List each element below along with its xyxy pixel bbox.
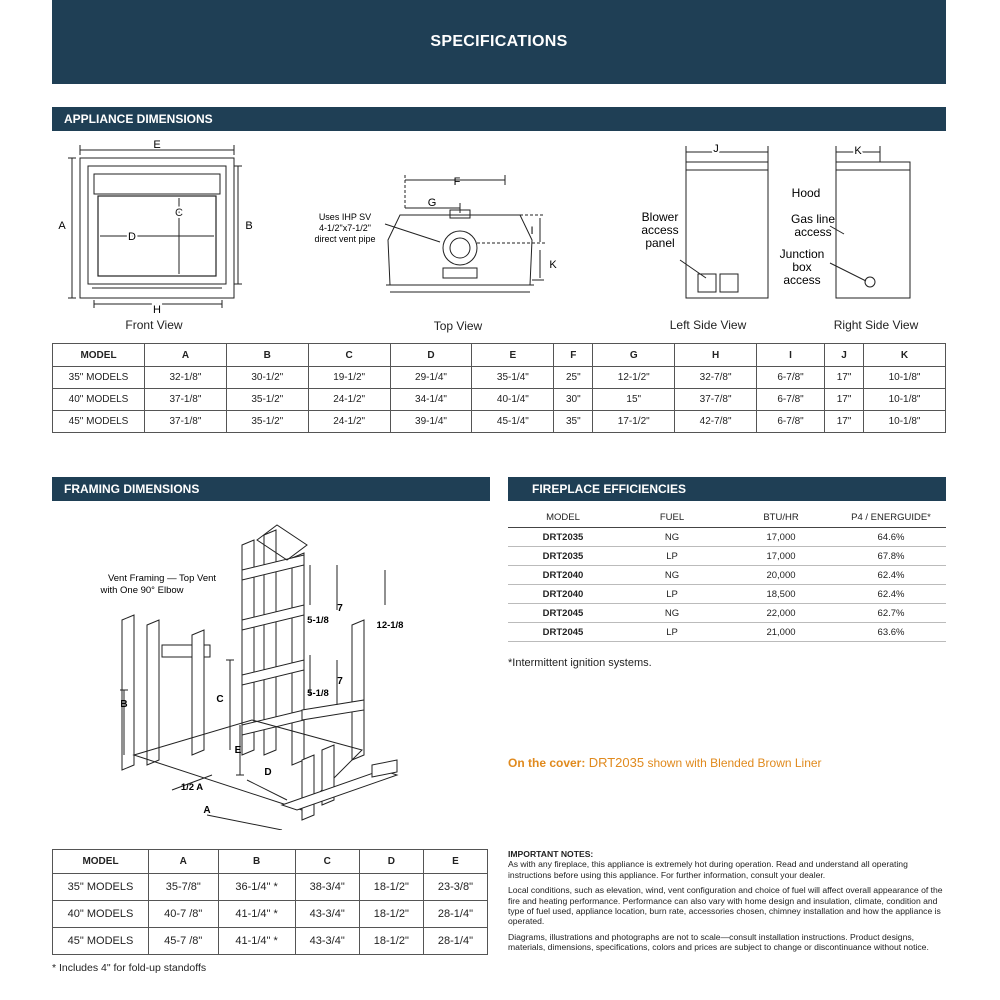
col-c: C xyxy=(308,344,390,367)
table-cell: DRT2045 xyxy=(508,604,618,623)
col-model: MODEL xyxy=(53,850,149,874)
table-header-row xyxy=(508,512,946,528)
table-row xyxy=(53,367,946,389)
table-cell: NG xyxy=(618,604,726,623)
table-row xyxy=(53,928,488,955)
table-cell: 35" MODELS xyxy=(53,367,145,389)
framing-dim-12: 12-1/8 xyxy=(376,620,404,631)
col-e: E xyxy=(423,850,487,874)
table-cell: DRT2040 xyxy=(508,566,618,585)
table-cell: 18-1/2" xyxy=(359,874,423,901)
cover-text: shown with Blended Brown Liner xyxy=(647,756,822,770)
table-row xyxy=(508,623,946,642)
framing-dim-7-upper: 7 xyxy=(337,603,343,614)
front-view-diagram xyxy=(52,136,262,316)
table-cell: 37-1/8" xyxy=(145,411,227,433)
table-row xyxy=(508,585,946,604)
table-row xyxy=(508,547,946,566)
table-cell: 18-1/2" xyxy=(359,928,423,955)
table-cell: 28-1/4" xyxy=(423,928,487,955)
appliance-dimensions-table xyxy=(52,343,946,433)
table-row xyxy=(53,389,946,411)
col-energuide: P4 / ENERGUIDE* xyxy=(836,512,946,528)
table-cell: 41-1/4" * xyxy=(218,901,295,928)
table-cell: DRT2035 xyxy=(508,528,618,547)
framing-dim-5-lower: 5-1/8 xyxy=(307,688,329,699)
right-dim-k: K xyxy=(854,145,862,157)
table-cell: 62.7% xyxy=(836,604,946,623)
table-cell: 35" xyxy=(554,411,593,433)
cover-lead: On the cover: xyxy=(508,756,586,770)
framing-dim-b: B xyxy=(120,699,128,710)
right-side-view-label: Right Side View xyxy=(833,318,919,332)
table-cell: 35-7/8" xyxy=(149,874,219,901)
table-cell: 40" MODELS xyxy=(53,901,149,928)
gas-line-callout-2: access xyxy=(794,225,832,239)
table-cell: 43-3/4" xyxy=(295,901,359,928)
col-d: D xyxy=(390,344,472,367)
table-cell: 15" xyxy=(593,389,675,411)
notes-paragraph-3: Diagrams, illustrations and photographs are not to scale—consult installation instructions. Product designs, materials, dimensions, specifications, colors and prices are subject to change or discontinuance without notice. xyxy=(508,931,929,953)
vent-pipe-callout-1: Uses IHP SV xyxy=(318,212,372,222)
vent-pipe-callout-2: 4-1/2"x7-1/2" xyxy=(319,223,371,233)
table-cell: 24-1/2" xyxy=(308,389,390,411)
col-h: H xyxy=(675,344,757,367)
table-header-row xyxy=(53,850,488,874)
table-row xyxy=(508,604,946,623)
col-d: D xyxy=(359,850,423,874)
gas-line-callout-1: Gas line xyxy=(790,212,836,226)
table-cell: 39-1/4" xyxy=(390,411,472,433)
notes-paragraph-2: Local conditions, such as elevation, wind, vent configuration and choice of fuel will affect overall appearance of the fire and heating performance. Performance can also vary with home design and insulation, climate, condition and type of fuel used, appliance location, burn rate, accessories chosen, chimney installation and how the appliance is operated. xyxy=(508,885,943,927)
table-cell: DRT2045 xyxy=(508,623,618,642)
table-cell: 6-7/8" xyxy=(757,411,825,433)
framing-dim-7-lower: 7 xyxy=(337,676,343,687)
table-cell: 10-1/8" xyxy=(864,411,946,433)
table-cell: 19-1/2" xyxy=(308,367,390,389)
table-cell: 18,500 xyxy=(726,585,836,604)
table-cell: NG xyxy=(618,566,726,585)
top-view-diagram xyxy=(300,170,590,300)
page-title-band xyxy=(52,0,946,84)
col-b: B xyxy=(226,344,308,367)
table-cell: 35-1/4" xyxy=(472,367,554,389)
left-side-view-label: Left Side View xyxy=(669,318,747,332)
table-cell: 62.4% xyxy=(836,566,946,585)
framing-footnote: * Includes 4" for fold-up standoffs xyxy=(52,962,207,974)
framing-dim-d: D xyxy=(264,767,272,778)
table-cell: 17,000 xyxy=(726,528,836,547)
col-model: MODEL xyxy=(508,512,618,528)
col-g: G xyxy=(593,344,675,367)
table-cell: NG xyxy=(618,528,726,547)
table-cell: 32-1/8" xyxy=(145,367,227,389)
table-cell: 28-1/4" xyxy=(423,901,487,928)
table-cell: 45" MODELS xyxy=(53,928,149,955)
table-row xyxy=(508,566,946,585)
hood-callout: Hood xyxy=(791,186,821,200)
left-dim-j: J xyxy=(713,143,719,155)
vent-framing-label-1: Vent Framing — Top Vent xyxy=(107,573,217,584)
right-side-view-diagram xyxy=(778,138,918,304)
blower-callout-1: Blower xyxy=(641,210,679,224)
table-cell: 22,000 xyxy=(726,604,836,623)
front-dim-e: E xyxy=(153,139,161,151)
fireplace-efficiencies-heading xyxy=(508,477,946,501)
table-row xyxy=(508,528,946,547)
table-cell: LP xyxy=(618,623,726,642)
table-cell: 32-7/8" xyxy=(675,367,757,389)
fireplace-efficiencies-title: FIREPLACE EFFICIENCIES xyxy=(532,482,687,496)
col-btu: BTU/HR xyxy=(726,512,836,528)
table-header-row xyxy=(53,344,946,367)
left-side-view-diagram xyxy=(636,138,776,304)
important-notes xyxy=(508,849,944,953)
table-cell: 40-7 /8" xyxy=(149,901,219,928)
table-row xyxy=(53,874,488,901)
framing-dim-half-a: 1/2 A xyxy=(180,782,204,793)
fireplace-efficiencies-table xyxy=(508,512,946,642)
table-row xyxy=(53,901,488,928)
table-cell: 6-7/8" xyxy=(757,389,825,411)
table-cell: 30-1/2" xyxy=(226,367,308,389)
table-cell: 25" xyxy=(554,367,593,389)
table-cell: 45-7 /8" xyxy=(149,928,219,955)
table-cell: 23-3/8" xyxy=(423,874,487,901)
table-cell: 41-1/4" * xyxy=(218,928,295,955)
table-cell: LP xyxy=(618,547,726,566)
appliance-dimensions-heading xyxy=(52,107,946,131)
table-cell: 62.4% xyxy=(836,585,946,604)
col-fuel: FUEL xyxy=(618,512,726,528)
framing-dim-a: A xyxy=(203,805,211,816)
framing-dimensions-heading xyxy=(52,477,490,501)
framing-diagram xyxy=(52,510,432,830)
framing-dim-e: E xyxy=(234,745,242,756)
table-row xyxy=(53,411,946,433)
table-cell: 64.6% xyxy=(836,528,946,547)
col-j: J xyxy=(825,344,864,367)
col-e: E xyxy=(472,344,554,367)
col-f: F xyxy=(554,344,593,367)
table-cell: 67.8% xyxy=(836,547,946,566)
col-c: C xyxy=(295,850,359,874)
top-dim-i: I xyxy=(530,225,534,237)
efficiencies-footnote: *Intermittent ignition systems. xyxy=(508,657,652,669)
col-a: A xyxy=(145,344,227,367)
junction-callout-3: access xyxy=(783,273,821,287)
front-dim-a: A xyxy=(58,220,66,232)
table-cell: 17-1/2" xyxy=(593,411,675,433)
framing-dimensions-title: FRAMING DIMENSIONS xyxy=(64,482,200,496)
table-cell: 12-1/2" xyxy=(593,367,675,389)
table-cell: 35-1/2" xyxy=(226,411,308,433)
table-cell: 38-3/4" xyxy=(295,874,359,901)
table-cell: 42-7/8" xyxy=(675,411,757,433)
framing-dim-c: C xyxy=(216,694,224,705)
table-cell: LP xyxy=(618,585,726,604)
col-model: MODEL xyxy=(53,344,145,367)
table-cell: 17" xyxy=(825,367,864,389)
front-dim-b: B xyxy=(245,220,253,232)
junction-callout-2: box xyxy=(792,260,812,274)
blower-callout-2: access xyxy=(641,223,679,237)
framing-dimensions-table xyxy=(52,849,488,955)
front-dim-h: H xyxy=(153,304,161,316)
blower-callout-3: panel xyxy=(645,236,675,250)
table-cell: 20,000 xyxy=(726,566,836,585)
table-cell: 6-7/8" xyxy=(757,367,825,389)
table-cell: 17" xyxy=(825,411,864,433)
vent-pipe-callout-3: direct vent pipe xyxy=(314,234,376,244)
col-a: A xyxy=(149,850,219,874)
table-cell: 35" MODELS xyxy=(53,874,149,901)
top-dim-k: K xyxy=(549,259,557,271)
table-cell: DRT2040 xyxy=(508,585,618,604)
appliance-dimensions-title: APPLIANCE DIMENSIONS xyxy=(64,112,213,126)
framing-dim-5-upper: 5-1/8 xyxy=(307,615,329,626)
table-cell: 37-7/8" xyxy=(675,389,757,411)
table-cell: 17" xyxy=(825,389,864,411)
table-cell: 34-1/4" xyxy=(390,389,472,411)
table-cell: 29-1/4" xyxy=(390,367,472,389)
top-dim-f: F xyxy=(453,176,461,188)
notes-title: IMPORTANT NOTES: xyxy=(508,849,594,859)
table-cell: 17,000 xyxy=(726,547,836,566)
table-cell: 40-1/4" xyxy=(472,389,554,411)
notes-paragraph-1: As with any fireplace, this appliance is extremely hot during operation. Read and understand all operating instructions before using this appliance. For further information, consult your dealer. xyxy=(508,859,908,880)
front-view-label: Front View xyxy=(125,318,183,332)
cover-model: DRT2035 xyxy=(588,755,645,770)
table-cell: 36-1/4" * xyxy=(218,874,295,901)
top-view-label: Top View xyxy=(433,319,483,333)
front-dim-d: D xyxy=(128,231,136,243)
col-k: K xyxy=(864,344,946,367)
table-cell: 43-3/4" xyxy=(295,928,359,955)
table-cell: 18-1/2" xyxy=(359,901,423,928)
col-b: B xyxy=(218,850,295,874)
table-cell: 30" xyxy=(554,389,593,411)
table-cell: 21,000 xyxy=(726,623,836,642)
table-cell: 37-1/8" xyxy=(145,389,227,411)
table-cell: 24-1/2" xyxy=(308,411,390,433)
col-i: I xyxy=(757,344,825,367)
table-cell: 63.6% xyxy=(836,623,946,642)
table-cell: 10-1/8" xyxy=(864,389,946,411)
table-cell: 35-1/2" xyxy=(226,389,308,411)
vent-framing-label-2: with One 90° Elbow xyxy=(100,585,184,596)
table-cell: 40" MODELS xyxy=(53,389,145,411)
page-title: SPECIFICATIONS xyxy=(430,33,568,50)
table-cell: 45" MODELS xyxy=(53,411,145,433)
cover-caption xyxy=(508,755,822,770)
table-cell: DRT2035 xyxy=(508,547,618,566)
table-cell: 45-1/4" xyxy=(472,411,554,433)
table-cell: 10-1/8" xyxy=(864,367,946,389)
top-dim-g: G xyxy=(427,197,437,209)
front-dim-c: C xyxy=(175,207,183,219)
junction-callout-1: Junction xyxy=(779,247,825,261)
